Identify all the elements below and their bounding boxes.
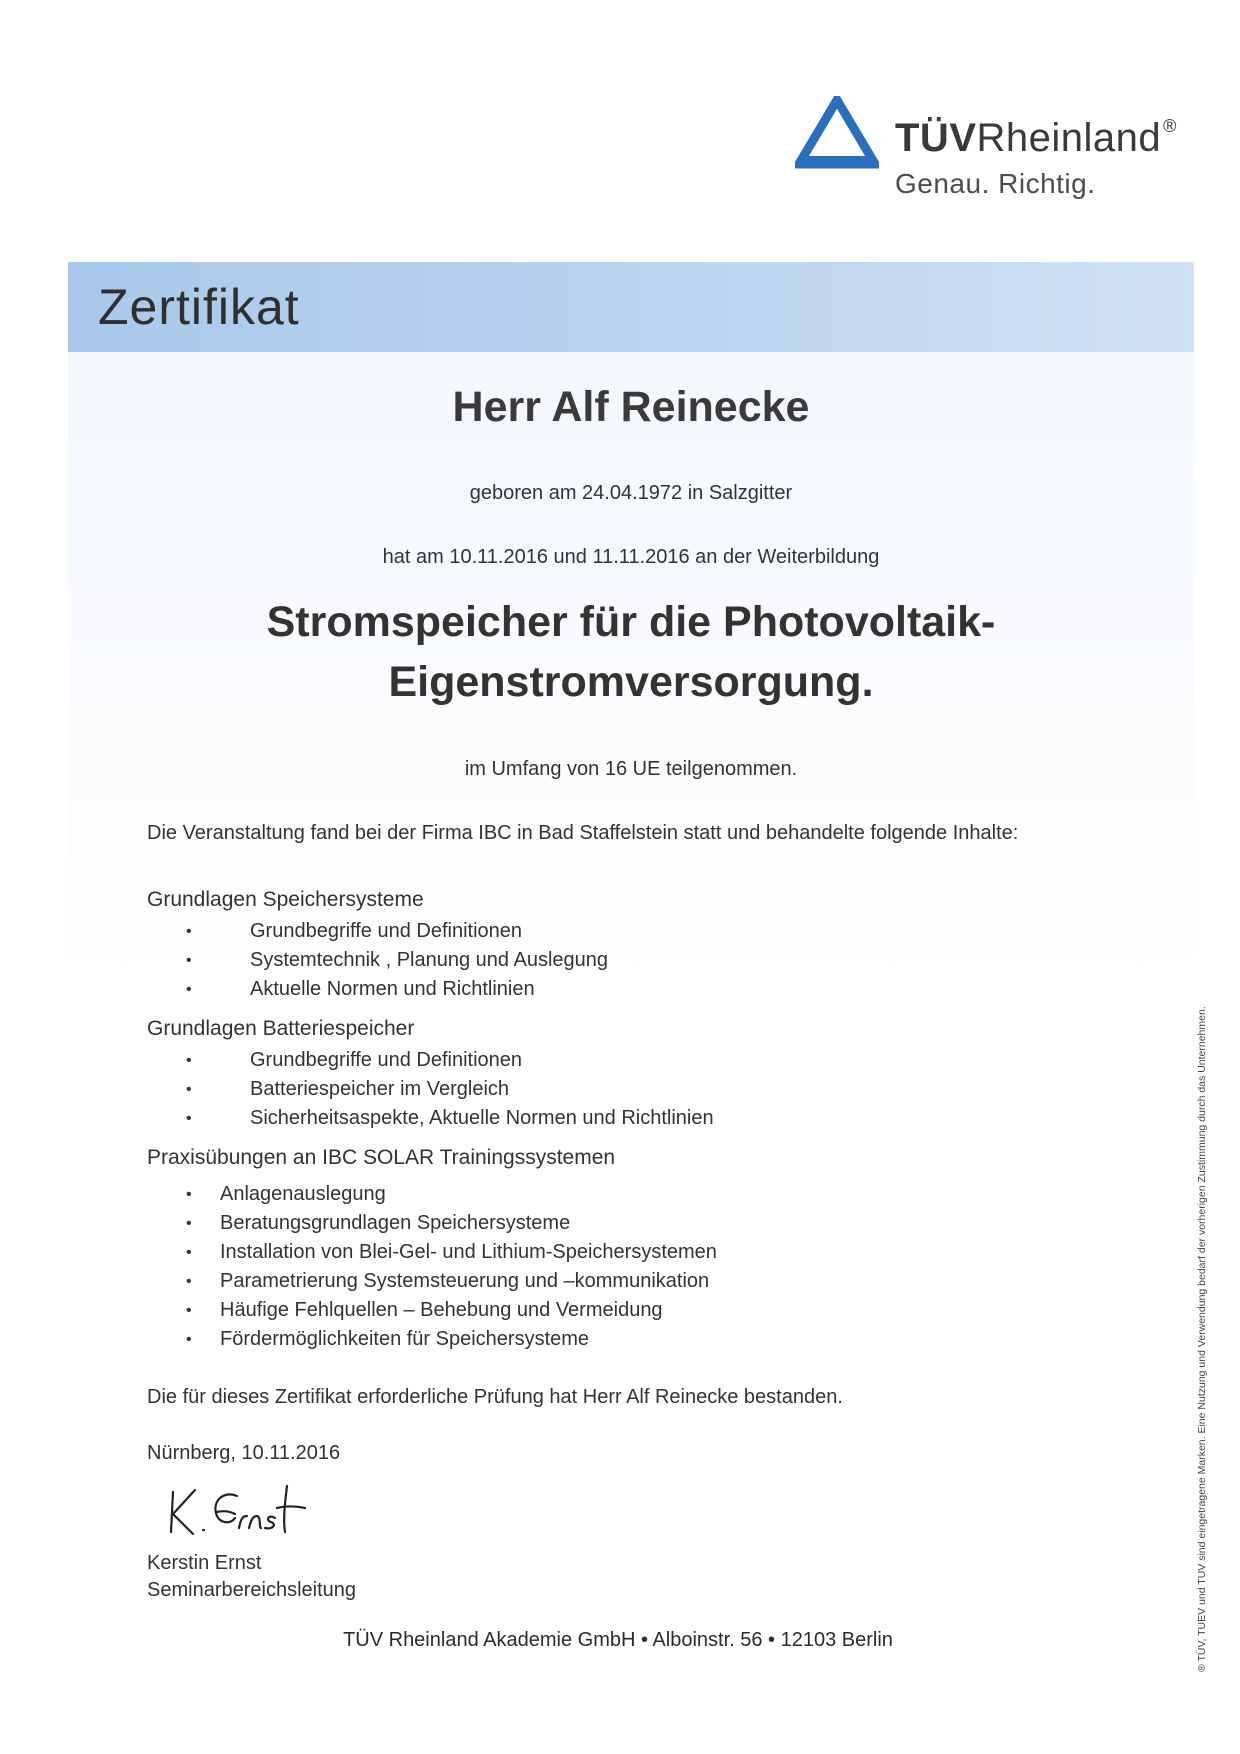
course-title-line1: Stromspeicher für die Photovoltaik- — [266, 598, 996, 646]
course-intro: hat am 10.11.2016 und 11.11.2016 an der Weiterbildung — [382, 546, 880, 568]
logo-tagline: Genau. Richtig. — [895, 168, 1096, 199]
trademark-note: ® TÜV, TUEV und TUV sind eingetragene Marken. Eine Nutzung und Verwendung bedarf der vorherigen Zustimmung durch das Unternehmen. — [1196, 1006, 1208, 1672]
signatory-role: Seminarbereichsleitung — [147, 1579, 357, 1601]
signature-image — [165, 1472, 315, 1542]
section-title: Grundlagen Speichersysteme — [147, 888, 424, 911]
course-title — [68, 592, 1194, 712]
recipient-name: Herr Alf Reinecke — [452, 383, 810, 431]
tuv-logo — [795, 96, 1215, 206]
certificate-page: TÜVRheinland ® Genau. Richtig. Zertifikat Herr Alf Reinecke geboren am 24.04.1972 in Salzgitter hat am 10.11.2016 und 11.11.2016 an der Weiterbildung Stromspeicher für die Photovoltaik- Eigenstromversorgung. im Umfang von 16 UE teilgenommen. Die Veranstaltung fand bei der Firma IBC in Bad Staffelstein statt und behandelte folgende Inhalte: Grundlagen Speichersysteme • Grundbegriffe und Definitionen • Systemtechnik , Planung und Auslegung • Aktuelle Normen und Richtlinien Grundlagen Batteriespeicher • Grundbegriffe und Definitionen • Batteriespeicher im Vergleich • Sicherheitsaspekte, Aktuelle Normen und Richtlinien Praxisübungen an IBC SOLAR Trainingssystemen • Anlagenauslegung • Beratungsgrundlagen Speichersysteme • Installation von Blei-Gel- und Lithium-Speichersystemen • Parametrierung Systemsteuerung und –kommunikation • Häufige Fehlquellen – Behebung und Vermeidung • Fördermöglichkeiten für Speichersysteme Die für dieses Zertifikat erforderliche Prüfung hat Herr Alf Reinecke bestanden. Nürnberg, 10.11.2016 Kerstin Ernst Seminarbereichsleitung TÜV Rheinland Akademie GmbH • Alboinstr. 56 • 12103 Berlin ® TÜV, TUEV und TUV sind eingetragene Marken. Eine Nutzung und Verwendung bedarf der vorherigen Zustimmung durch das Unternehmen. — [0, 0, 1240, 1754]
section-title: Grundlagen Batteriespeicher — [147, 1017, 415, 1040]
venue-text: Die Veranstaltung fand bei der Firma IBC in Bad Staffelstein statt und behandelte folgende Inhalte: — [147, 822, 1019, 844]
logo-wordmark: TÜVRheinland ® — [895, 116, 1177, 160]
signatory-name: Kerstin Ernst — [147, 1552, 262, 1574]
triangle-logo-icon — [795, 96, 879, 170]
course-scope: im Umfang von 16 UE teilgenommen. — [464, 758, 798, 780]
course-title-line2: Eigenstromversorgung. — [388, 658, 874, 706]
page-title: Zertifikat — [98, 279, 300, 335]
exam-line: Die für dieses Zertifikat erforderliche Prüfung hat Herr Alf Reinecke bestanden. — [147, 1386, 843, 1408]
section-title: Praxisübungen an IBC SOLAR Trainingssystemen — [147, 1146, 616, 1169]
footer-address: TÜV Rheinland Akademie GmbH • Alboinstr. 56 • 12103 Berlin — [343, 1629, 893, 1651]
birth-line: geboren am 24.04.1972 in Salzgitter — [469, 482, 793, 504]
place-date: Nürnberg, 10.11.2016 — [147, 1442, 341, 1464]
header-band — [68, 262, 1194, 352]
